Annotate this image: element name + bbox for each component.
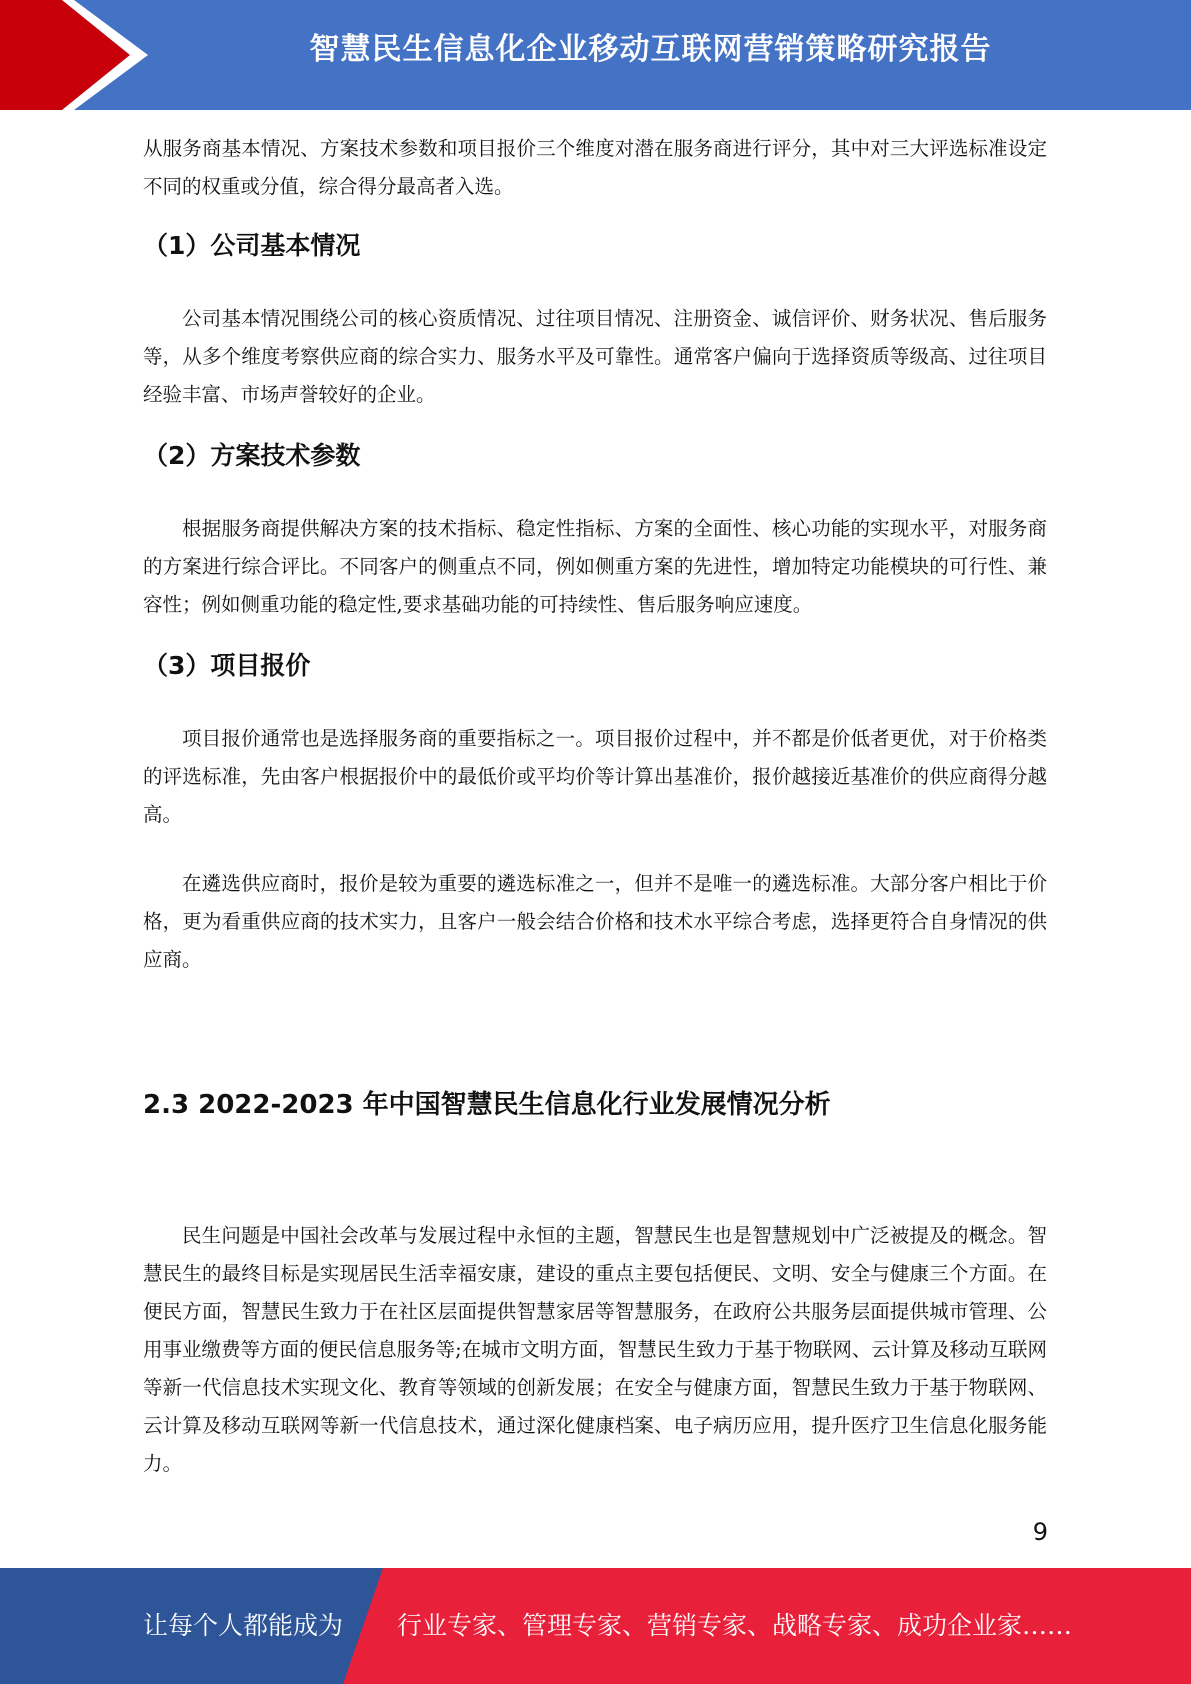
footer-slogan-left: 让每个人都能成为 xyxy=(143,1611,344,1640)
page-footer xyxy=(0,1568,1191,1684)
heading-technical-parameters: （2）方案技术参数 xyxy=(143,441,361,470)
paragraph-project-quote: 项目报价通常也是选择服务商的重要指标之一。项目报价过程中，并不都是价低者更优，对于价格类的评选标准，先由客户根据报价中的最低价或平均价等计算出基准价，报价越接近基准价的供应商得分越高。 xyxy=(143,727,1047,826)
footer-slogan-right: 行业专家、管理专家、营销专家、战略专家、成功企业家…… xyxy=(397,1611,1073,1640)
paragraph-company-basics: 公司基本情况围绕公司的核心资质情况、过往项目情况、注册资金、诚信评价、财务状况、售后服务等，从多个维度考察供应商的综合实力、服务水平及可靠性。通常客户偏向于选择资质等级高、过往项目经验丰富、市场声誉较好的企业。 xyxy=(143,307,1047,406)
heading-project-quote: （3）项目报价 xyxy=(143,651,311,680)
paragraph-smart-livelihood: 民生问题是中国社会改革与发展过程中永恒的主题，智慧民生也是智慧规划中广泛被提及的概念。智慧民生的最终目标是实现居民生活幸福安康，建设的重点主要包括便民、文明、安全与健康三个方面。在便民方面，智慧民生致力于在社区层面提供智慧家居等智慧服务，在政府公共服务层面提供城市管理、公用事业缴费等方面的便民信息服务等;在城市文明方面，智慧民生致力于基于物联网、云计算及移动互联网等新一代信息技术实现文化、教育等领域的创新发展；在安全与健康方面，智慧民生致力于基于物联网、云计算及移动互联网等新一代信息技术，通过深化健康档案、电子病历应用，提升医疗卫生信息化服务能力。 xyxy=(143,1224,1047,1475)
report-title: 智慧民生信息化企业移动互联网营销策略研究报告 xyxy=(309,32,992,67)
paragraph-technical-parameters: 根据服务商提供解决方案的技术指标、稳定性指标、方案的全面性、核心功能的实现水平，对服务商的方案进行综合评比。不同客户的侧重点不同，例如侧重方案的先进性，增加特定功能模块的可行性、兼容性；例如侧重功能的稳定性,要求基础功能的可持续性、售后服务响应速度。 xyxy=(143,517,1047,616)
intro-paragraph: 从服务商基本情况、方案技术参数和项目报价三个维度对潜在服务商进行评分，其中对三大评选标准设定不同的权重或分值，综合得分最高者入选。 xyxy=(143,137,1047,198)
header-chevron-decoration xyxy=(0,0,160,110)
page-content xyxy=(143,130,1047,1483)
page-number: 9 xyxy=(1032,1518,1048,1546)
page-header xyxy=(0,0,1191,110)
paragraph-supplier-selection: 在遴选供应商时，报价是较为重要的遴选标准之一，但并不是唯一的遴选标准。大部分客户相比于价格，更为看重供应商的技术实力，且客户一般会结合价格和技术水平综合考虑，选择更符合自身情况的供应商。 xyxy=(143,872,1047,971)
section-heading-2-3: 2.3 2022-2023 年中国智慧民生信息化行业发展情况分析 xyxy=(143,1090,831,1120)
heading-company-basics: （1）公司基本情况 xyxy=(143,231,361,260)
